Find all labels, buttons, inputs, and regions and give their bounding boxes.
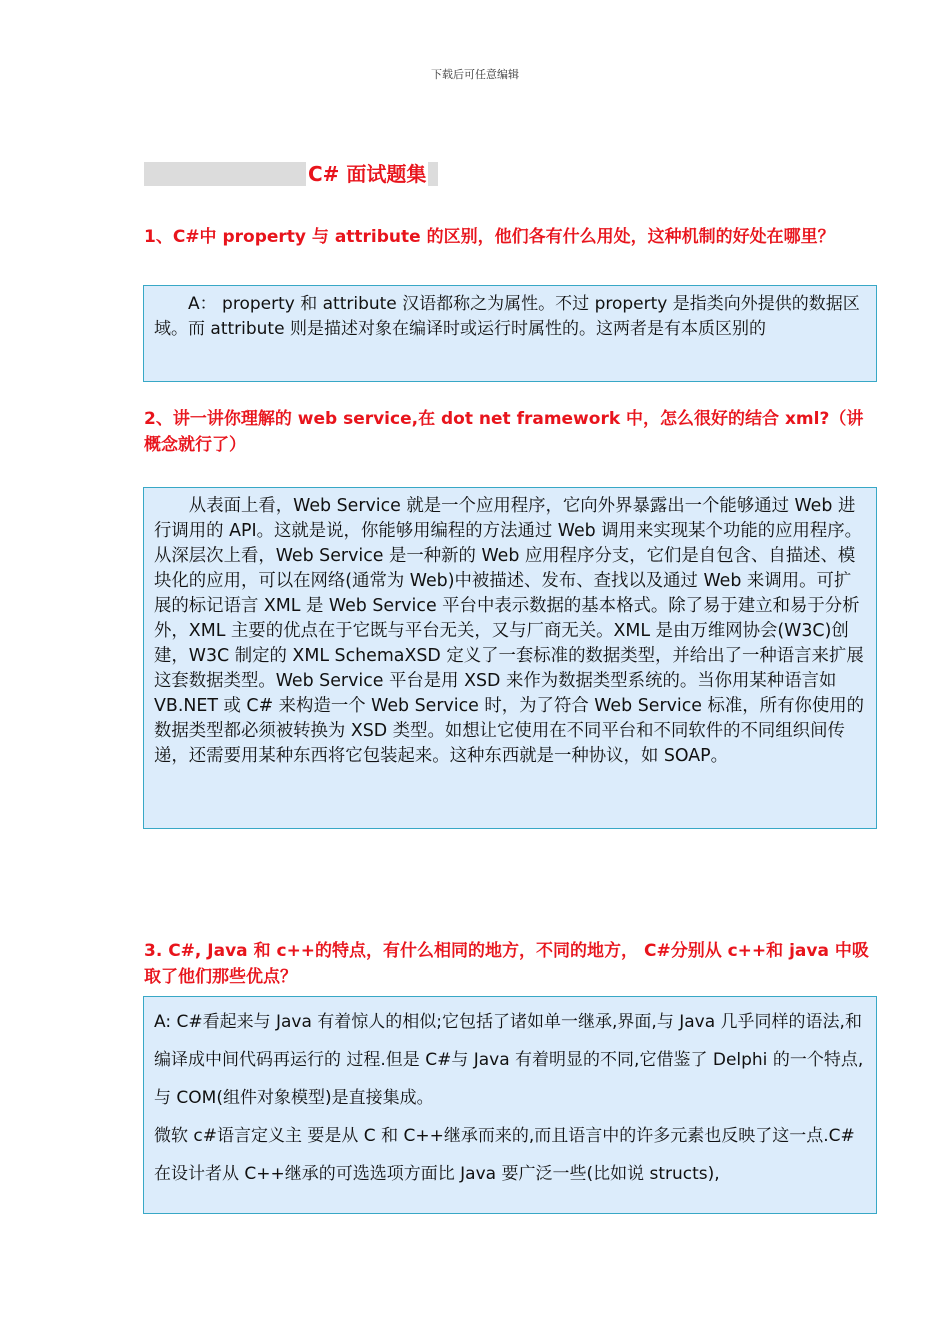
answer-1-text: A： property 和 attribute 汉语都称之为属性。不过 property 是指类向外提供的数据区域。而 attribute 则是描述对象在编译时或运行时属性的。这两者是有本质区别的 <box>154 294 860 339</box>
answer-2-text: 从表面上看，Web Service 就是一个应用程序，它向外界暴露出一个能够通过 Web 进行调用的 API。这就是说，你能够用编程的方法通过 Web 调用来实现某个功能的应用程序。从深层次上看，Web Service 是一种新的 Web 应用程序分支，它们是自包含、自描述、模块化的应用，可以在网络(通常为 Web)中被描述、发布、查找以及通过 Web 来调用。可扩展的标记语言 XML 是 Web Service 平台中表示数据的基本格式。除了易于建立和易于分析外，XML 主要的优点在于它既与平台无关，又与厂商无关。XML 是由万维网协会(W3C)创建，W3C 制定的 XML SchemaXSD 定义了一套标准的数据类型，并给出了一种语言来扩展这套数据类型。Web Service 平台是用 XSD 来作为数据类型系统的。当你用某种语言如 VB.NET 或 C# 来构造一个 Web Service 时，为了符合 Web Service 标准，所有你使用的数据类型都必须被转换为 XSD 类型。如想让它使用在不同平台和不同软件的不同组织间传递，还需要用某种东西将它包装起来。这种东西就是一种协议，如 SOAP。 <box>154 496 865 766</box>
answer-3-text-1: A: C#看起来与 Java 有着惊人的相似;它包括了诸如单一继承,界面,与 Java 几乎同样的语法,和编译成中间代码再运行的 过程.但是 C#与 Java 有着明显的不同,它借鉴了 Delphi 的一个特点,与 COM(组件对象模型)是直接集成。 <box>154 1012 864 1108</box>
answer-3-text-2: 微软 c#语言定义主 要是从 C 和 C++继承而来的,而且语言中的许多元素也反映了这一点.C#在设计者从 C++继承的可选选项方面比 Java 要广泛一些(比如说 structs), <box>154 1126 855 1184</box>
answer-box-1 <box>143 285 877 382</box>
page-header: 下载后可任意编辑 <box>431 68 519 81</box>
question-2: 2、讲一讲你理解的 web service,在 dot net framework 中，怎么很好的结合 xml?（讲概念就行了） <box>144 409 864 455</box>
question-3: 3. C#, Java 和 c++的特点，有什么相同的地方，不同的地方， C#分别从 c++和 java 中吸取了他们那些优点？ <box>144 941 869 987</box>
document-title: C# 面试题集 <box>308 162 427 186</box>
question-1: 1、C#中 property 与 attribute 的区别，他们各有什么用处，这种机制的好处在哪里？ <box>144 227 835 247</box>
answer-box-3 <box>143 996 877 1214</box>
answer-box-2 <box>143 487 877 829</box>
